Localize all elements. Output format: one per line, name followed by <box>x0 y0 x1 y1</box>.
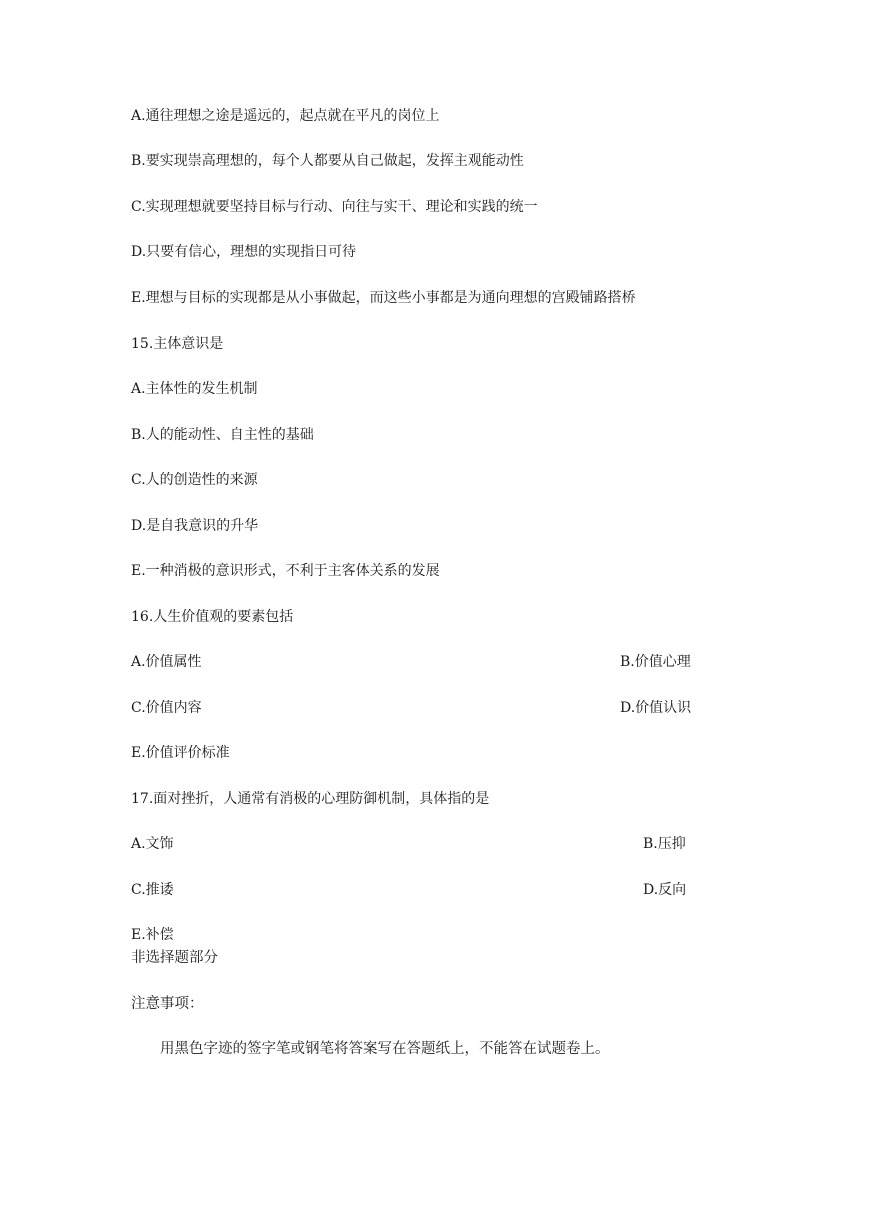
q17-option-c: C.推诿 <box>131 882 174 898</box>
q16-option-e: E.价值评价标准 <box>131 745 230 761</box>
q17-option-d: D.反向 <box>643 882 687 898</box>
q16-option-a: A.价值属性 <box>131 654 202 670</box>
notes-text: 用黑色字迹的签字笔或钢笔将答案写在答题纸上，不能答在试题卷上。 <box>160 1041 610 1057</box>
q15-option-c: C.人的创造性的来源 <box>131 472 258 488</box>
q17-option-e: E.补偿 <box>131 927 174 943</box>
q17-stem: 17.面对挫折，人通常有消极的心理防御机制，具体指的是 <box>131 791 490 807</box>
q17-option-a: A.文饰 <box>131 836 174 852</box>
q15-option-e: E.一种消极的意识形式，不利于主客体关系的发展 <box>131 563 440 579</box>
q17-option-b: B.压抑 <box>643 836 686 852</box>
q16-option-c: C.价值内容 <box>131 700 202 716</box>
q15-option-d: D.是自我意识的升华 <box>131 518 259 534</box>
q14-option-a: A.通往理想之途是遥远的，起点就在平凡的岗位上 <box>131 108 440 124</box>
q16-option-b: B.价值心理 <box>620 654 691 670</box>
q15-stem: 15.主体意识是 <box>131 336 224 352</box>
q16-option-d: D.价值认识 <box>620 700 692 716</box>
q15-option-b: B.人的能动性、自主性的基础 <box>131 427 314 443</box>
q14-option-c: C.实现理想就要坚持目标与行动、向往与实干、理论和实践的统一 <box>131 199 538 215</box>
q14-option-b: B.要实现崇高理想的，每个人都要从自己做起，发挥主观能动性 <box>131 153 524 169</box>
notes-label: 注意事项： <box>131 996 204 1012</box>
section-title: 非选择题部分 <box>131 950 218 966</box>
q14-option-d: D.只要有信心，理想的实现指日可待 <box>131 244 357 260</box>
q14-option-e: E.理想与目标的实现都是从小事做起，而这些小事都是为通向理想的宫殿铺路搭桥 <box>131 290 636 306</box>
q15-option-a: A.主体性的发生机制 <box>131 381 258 397</box>
q16-stem: 16.人生价值观的要素包括 <box>131 609 294 625</box>
